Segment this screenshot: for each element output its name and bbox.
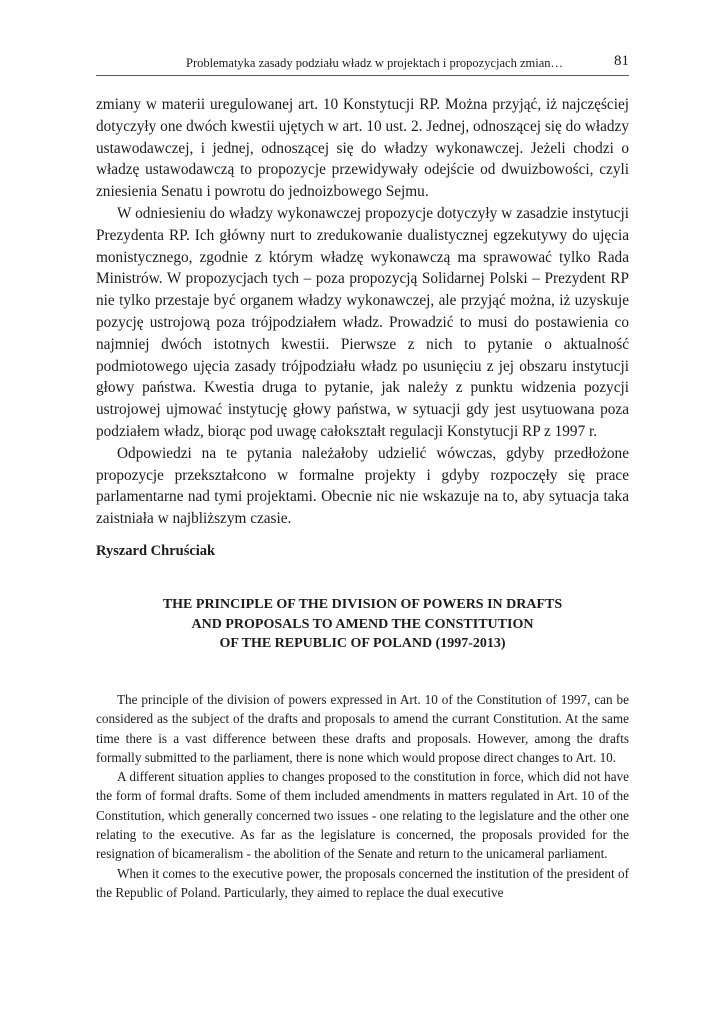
english-paragraph: The principle of the division of powers expressed in Art. 10 of the Constitution of 1997, can be considered as the subject of the drafts and proposals to amend the currant Constitution. At the same time there is a vast difference between these drafts and proposals. However, among the drafts formally submitted to the parliament, there is none which would propose direct changes to Art. 10. <box>96 692 629 765</box>
english-paragraph: A different situation applies to changes proposed to the constitution in force, which did not have the form of formal drafts. Some of them included amendments in matters regulated in Art. 10 of the Constitution, which generally concerned two issues - one relating to the legislature and the other one relating to the executive. As far as the legislature is concerned, the proposals provided for the resignation of bicameralism - the abolition of the Senate and return to the unicameral parliament. <box>96 769 629 862</box>
english-title-line: THE PRINCIPLE OF THE DIVISION OF POWERS IN DRAFTS <box>162 597 563 612</box>
english-paragraph: When it comes to the executive power, the proposals concerned the institution of the president of the Republic of Poland. Particularly, they aimed to replace the dual executive <box>96 865 629 900</box>
page-number: 81 <box>614 53 629 69</box>
author-name: Ryszard Chruściak <box>96 543 216 559</box>
english-summary-text <box>96 690 629 902</box>
english-summary-title <box>96 595 629 654</box>
polish-paragraph: W odniesieniu do władzy wykonawczej propozycje dotyczyły w zasadzie instytucji Prezydenta RP. Ich główny nurt to zredukowanie dualistycznej egzekutywy do ujęcia monistycznego, zgodnie z którym władzę wykonawczą ma sprawować tylko Rada Ministrów. W propozycjach tych – poza propozycją Solidarnej Polski – Prezydent RP nie tylko przestaje być organem władzy wykonawczej, ale przyjąć można, iż uzyskuje pozycję ustrojową poza trójpodziałem władz. Prowadzić to musi do postawienia co najmniej dwóch istotnych kwestii. Pierwsze z nich to pytanie o aktualność podmiotowego ujęcia zasady trójpodziału władz po usunięciu z jej obszaru instytucji głowy państwa. Kwestia druga to pytanie, jak należy z punktu widzenia pozycji ustrojowej ujmować instytucję głowy państwa, w sytuacji gdy jest usytuowana poza podziałem władz, biorąc pod uwagę całokształt regulacji Konstytucji RP z 1997 r. <box>96 204 629 440</box>
running-title: Problematyka zasady podziału władz w projektach i propozycjach zmian… <box>186 56 563 70</box>
polish-paragraph: zmiany w materii uregulowanej art. 10 Konstytucji RP. Można przyjąć, iż najczęściej dotyczyły one dwóch kwestii ujętych w art. 10 ust. 2. Jednej, odnoszącej się do władzy ustawodawczej, i jednej, odnoszącej się do władzy wykonawczej. Jeżeli chodzi o władzę ustawodawczą to propozycje przewidywały odejście od dwuizbowości, czyli zniesienia Senatu i powrotu do jednoizbowego Sejmu. <box>96 96 629 201</box>
english-title-line: OF THE REPUBLIC OF POLAND (1997-2013) <box>219 636 506 651</box>
polish-paragraph: Odpowiedzi na te pytania należałoby udzielić wówczas, gdyby przedłożone propozycje przekształcono w formalne projekty i gdyby rozpoczęły się prace parlamentarne nad tymi projektami. Obecnie nic nie wskazuje na to, aby sytuacja taka zaistniała w najbliższym czasie. <box>96 444 629 528</box>
polish-body-text <box>96 94 629 530</box>
running-header <box>96 53 629 76</box>
english-title-line: AND PROPOSALS TO AMEND THE CONSTITUTION <box>191 616 534 632</box>
